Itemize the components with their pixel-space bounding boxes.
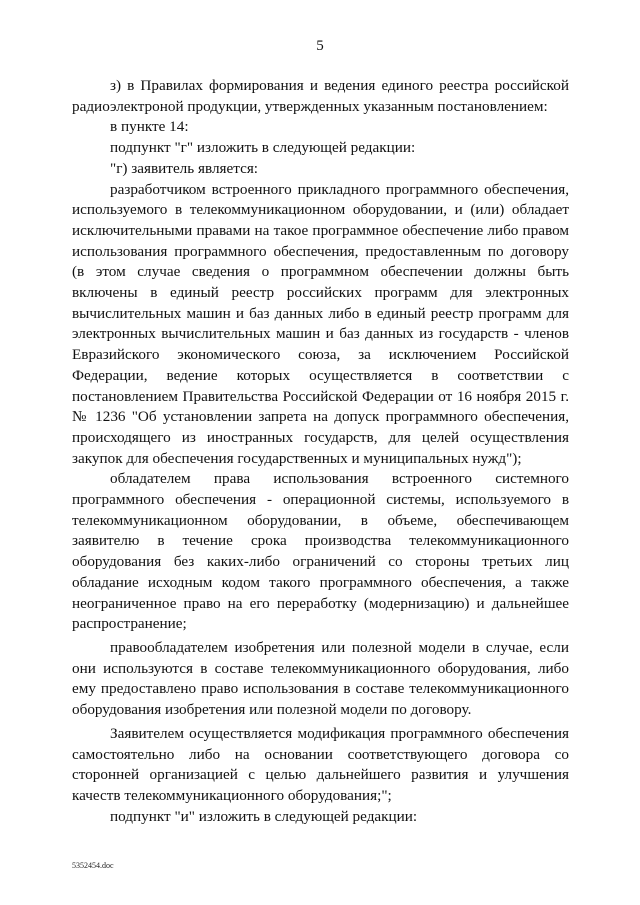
paragraph-developer: разработчиком встроенного прикладного программного обеспечения, используемого в телекоммуникационном оборудовании, и (или) обладает исключительными правами на такое программное обеспечение либо правом использования программного обеспечения, предоставленным по договору (в этом случае сведения о программном обеспечении должны быть включены в единый реестр российских программ для электронных вычислительных машин и баз данных либо в единый реестр программ для электронных вычислительных машин и баз данных из государств - членов Евразийского экономического союза, за исключением Российской Федерации, ведение которых осуществляется в соответствии с постановлением Правительства Российской Федерации от 16 ноября 2015 г. № 1236 "Об установлении запрета на допуск программного обеспечения, происходящего из иностранных государств, для целей осуществления закупок для обеспечения государственных и муниципальных нужд"); (72, 180, 569, 467)
file-name-footer: 5352454.doc (72, 861, 114, 870)
paragraph-rules-amendment: з) в Правилах формирования и ведения единого реестра российской радиоэлектроной продукции, утвержденных указанным постановлением: (72, 77, 569, 115)
document-body (72, 76, 569, 827)
paragraph-rights-holder-system-software: обладателем права использования встроенного системного программного обеспечения - операционной системы, используемого в телекоммуникационном оборудовании, в объеме, обеспечивающем заявителю в течение срока производства телекоммуникационного оборудования без каких-либо ограничений со стороны третьих лиц обладание исходным кодом такого программного обеспечения, а также неограниченное право на его переработку (модернизацию) и дальнейшее распространение; (72, 470, 569, 633)
paragraph-point-14: в пункте 14: (110, 118, 189, 136)
paragraph-modification: Заявителем осуществляется модификация программного обеспечения самостоятельно либо на основании соответствующего договора со сторонней организацией с целью дальнейшего развития и улучшения качеств телекоммуникационного оборудования;"; (72, 724, 569, 804)
paragraph-subpoint-i-intro: подпункт "и" изложить в следующей редакции: (110, 807, 418, 825)
page-number: 5 (316, 38, 324, 54)
paragraph-applicant-is: "г) заявитель является: (110, 159, 259, 177)
paragraph-patent-holder: правообладателем изобретения или полезной модели в случае, если они используются в составе телекоммуникационного оборудования, либо ему предоставлено право использования в составе телекоммуникационного оборудования изобретения или полезной модели по договору. (72, 638, 569, 719)
paragraph-subpoint-g-intro: подпункт "г" изложить в следующей редакции: (110, 139, 416, 157)
